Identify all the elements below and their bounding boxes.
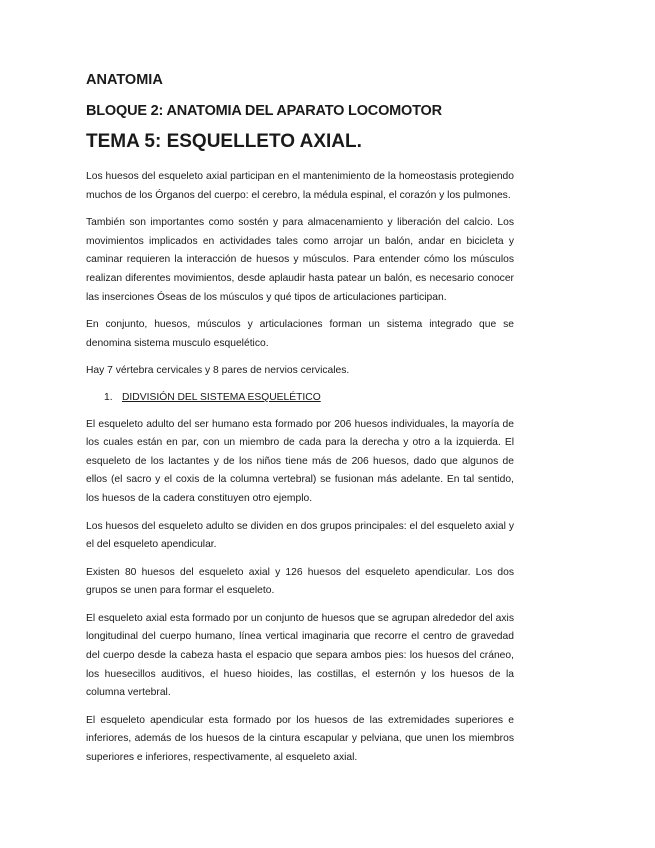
paragraph: El esqueleto axial esta formado por un conjunto de huesos que se agrupan alrededor del axis longitudinal del cuerpo humano, línea vertical imaginaria que recorre el centro de gravedad del cuerpo desde la cabeza hasta el espacio que separa ambos pies: los huesos del cráneo, los huesecillos auditivos, el hueso hioides, las costillas, el esternón y los huesos de la columna vertebral. xyxy=(86,612,514,699)
topic-heading: TEMA 5: ESQUELLETO AXIAL. xyxy=(86,131,362,152)
section-heading: DIDVISIÓN DEL SISTEMA ESQUELÉTICO xyxy=(122,391,321,403)
block-heading: BLOQUE 2: ANATOMIA DEL APARATO LOCOMOTOR xyxy=(86,103,442,119)
paragraph: En conjunto, huesos, músculos y articulaciones forman un sistema integrado que se denomina sistema musculo esquelético. xyxy=(86,319,514,349)
paragraph: Los huesos del esqueleto axial participan en el mantenimiento de la homeostasis protegiendo muchos de los Órganos del cuerpo: el cerebro, la médula espinal, el corazón y los pulmones. xyxy=(86,171,514,201)
paragraph: Hay 7 vértebra cervicales y 8 pares de nervios cervicales. xyxy=(86,365,350,377)
paragraph: El esqueleto adulto del ser humano esta formado por 206 huesos individuales, la mayoría de los cuales están en par, con un miembro de cada para la derecha y otro a la izquierda. El esqueleto de los lactantes y de los niños tiene más de 206 huesos, dado que algunos de ellos (el sacro y el coxis de la columna vertebral) se fusionan más adelante. En tal sentido, los huesos de la cadera constituyen otro ejemplo. xyxy=(86,418,514,504)
list-item-number: 1. xyxy=(104,391,113,403)
paragraph: El esqueleto apendicular esta formado por los huesos de las extremidades superiores e inferiores, además de los huesos de la cintura escapular y pelviana, que unen los miembros superiores e inferiores, respectivamente, al esqueleto axial. xyxy=(86,714,514,764)
list-item xyxy=(86,389,514,408)
document-page xyxy=(86,70,514,768)
paragraph: Existen 80 huesos del esqueleto axial y 126 huesos del esqueleto apendicular. Los dos grupos se unen para formar el esqueleto. xyxy=(86,566,514,597)
subject-heading: ANATOMIA xyxy=(86,72,163,88)
paragraph: También son importantes como sostén y para almacenamiento y liberación del calcio. Los movimientos implicados en actividades tales como arrojar un balón, andar en bicicleta y caminar requieren la interacción de huesos y músculos. Para entender cómo los músculos realizan diferentes movimientos, desde aplaudir hasta patear un balón, es necesario conocer las inserciones Óseas de los músculos y qué tipos de articulaciones participan. xyxy=(86,217,514,303)
paragraph: Los huesos del esqueleto adulto se dividen en dos grupos principales: el del esqueleto axial y el del esqueleto apendicular. xyxy=(86,520,514,551)
